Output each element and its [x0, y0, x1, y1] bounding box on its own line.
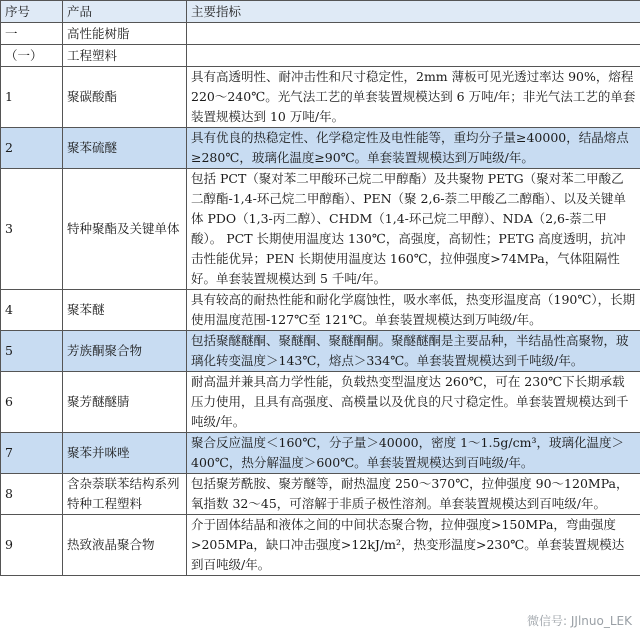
section-row: [1, 23, 640, 45]
row-no: 3: [1, 169, 63, 290]
row-product: 聚碳酸酯: [63, 67, 187, 128]
section-name: 高性能树脂: [63, 23, 187, 45]
row-no: 9: [1, 515, 63, 576]
table-row: [1, 515, 640, 576]
section-no: （一）: [1, 45, 63, 67]
row-product: 聚芳醚醚腈: [63, 372, 187, 433]
row-product: 特种聚酯及关键单体: [63, 169, 187, 290]
table-row: [1, 372, 640, 433]
watermark: 微信号: JJlnuo_LEK: [527, 614, 632, 628]
row-indicator: 聚合反应温度＜160℃，分子量＞40000，密度 1～1.5g/cm³，玻璃化温度＞400℃，热分解温度＞600℃。单套装置规模达到百吨级/年。: [187, 433, 640, 474]
row-product: 聚苯并咪唑: [63, 433, 187, 474]
section-name: 工程塑料: [63, 45, 187, 67]
table-row: [1, 169, 640, 290]
header-product: 产品: [63, 1, 187, 23]
row-no: 1: [1, 67, 63, 128]
section-row: [1, 45, 640, 67]
table-row: [1, 128, 640, 169]
table-row: [1, 433, 640, 474]
row-indicator: 包括 PCT（聚对苯二甲酸环己烷二甲醇酯）及共聚物 PETG（聚对苯二甲酸乙二醇酯-1,4-环己烷二甲醇酯）、PEN（聚 2,6-萘二甲酸乙二醇酯）、以及关键单体 PDO（1,3-丙二醇）、CHDM（1,4-环己烷二甲醇）、NDA（2,6-萘二甲酸）。 PCT 长期使用温度达 130℃，高强度，高韧性；PETG 高度透明，抗冲击性能优异；PEN 长期使用温度达 160℃，拉伸强度>74MPa，气体阻隔性好。单套装置规模达到 5 千吨/年。: [187, 169, 640, 290]
row-indicator: 具有高透明性、耐冲击性和尺寸稳定性，2mm 薄板可见光透过率达 90%，熔程 220～240℃。光气法工艺的单套装置规模达到 6 万吨/年；非光气法工艺的单套装置规模达到 10 万吨/年。: [187, 67, 640, 128]
row-no: 8: [1, 474, 63, 515]
row-indicator: 介于固体结晶和液体之间的中间状态聚合物，拉伸强度>150MPa，弯曲强度>205MPa，缺口冲击强度>12kJ/m²，热变形温度>230℃。单套装置规模达到百吨级/年。: [187, 515, 640, 576]
row-indicator: 包括聚醚醚酮、聚醚酮、聚醚酮酮。聚醚醚酮是主要品种，半结晶性高聚物，玻璃化转变温度＞143℃，熔点＞334℃。单套装置规模达到千吨级/年。: [187, 331, 640, 372]
row-product: 含杂萘联苯结构系列特种工程塑料: [63, 474, 187, 515]
row-no: 6: [1, 372, 63, 433]
row-no: 4: [1, 290, 63, 331]
section-empty: [187, 45, 640, 67]
row-indicator: 具有优良的热稳定性、化学稳定性及电性能等，重均分子量≥40000，结晶熔点≥280℃，玻璃化温度≥90℃。单套装置规模达到万吨级/年。: [187, 128, 640, 169]
row-indicator: 包括聚芳酰胺、聚芳醚等，耐热温度 250～370℃，拉伸强度 90～120MPa，氧指数 32～45，可溶解于非质子极性溶剂。单套装置规模达到百吨级/年。: [187, 474, 640, 515]
row-product: 热致液晶聚合物: [63, 515, 187, 576]
header-indicator: 主要指标: [187, 1, 640, 23]
section-no: 一: [1, 23, 63, 45]
table-row: [1, 331, 640, 372]
row-product: 聚苯硫醚: [63, 128, 187, 169]
section-empty: [187, 23, 640, 45]
table-row: [1, 290, 640, 331]
row-product: 聚苯醚: [63, 290, 187, 331]
table-row: [1, 67, 640, 128]
header-row: [1, 1, 640, 23]
row-no: 5: [1, 331, 63, 372]
row-indicator: 耐高温并兼具高力学性能，负载热变型温度达 260℃，可在 230℃下长期承载压力使用，且具有高强度、高模量以及优良的尺寸稳定性。单套装置规模达到千吨级/年。: [187, 372, 640, 433]
row-product: 芳族酮聚合物: [63, 331, 187, 372]
row-indicator: 具有较高的耐热性能和耐化学腐蚀性，吸水率低，热变形温度高（190℃），长期使用温度范围-127℃至 121℃。单套装置规模达到万吨级/年。: [187, 290, 640, 331]
row-no: 2: [1, 128, 63, 169]
header-no: 序号: [1, 1, 63, 23]
row-no: 7: [1, 433, 63, 474]
table-row: [1, 474, 640, 515]
